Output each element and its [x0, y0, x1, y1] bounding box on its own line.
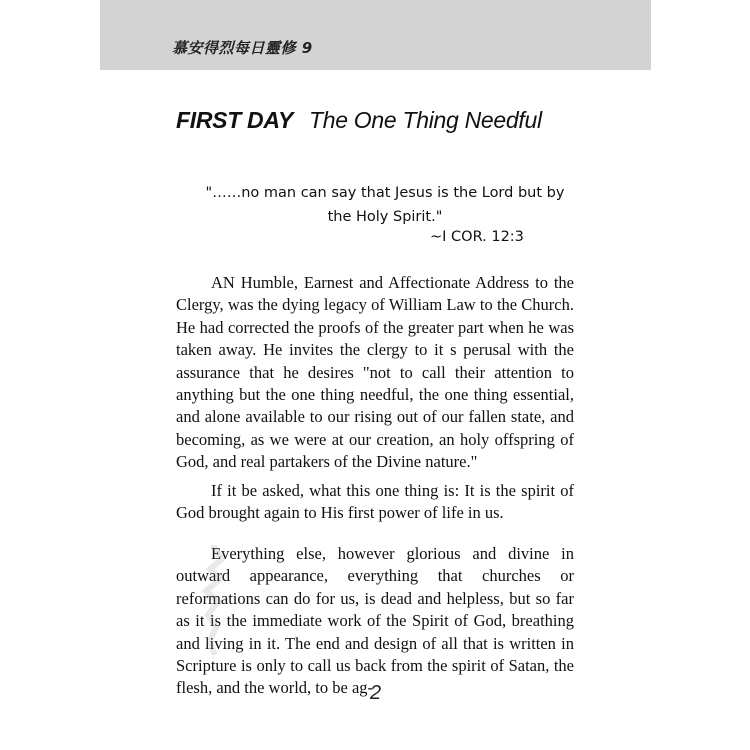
body-paragraph-2: If it be asked, what this one thing is: It is the spirit of God brought again to His first power of life in us. [176, 481, 574, 523]
body-paragraph-3: Everything else, however glorious and divine in outward appearance, everything that churches or reformations can do for us, is dead and helpless, but so far as it is the immediate work of the Spirit of God, breathing and living in it. The end and design of all that is written in Scripture is only to call us back from the spirit of Satan, the flesh, and the world, to be ag- [176, 544, 574, 698]
chapter-day: FIRST DAY [176, 107, 293, 133]
header-band [100, 0, 651, 70]
chapter-subtitle: The One Thing Needful [308, 107, 542, 133]
body-paragraph-1: AN Humble, Earnest and Affectionate Address to the Clergy, was the dying legacy of William Law to the Church. He had corrected the proofs of the greater part when he was taken away. He invites the clergy to it s perusal with the assurance that he desires "not to call their attention to anything but the one thing needful, the one thing essential, and alone available to our rising out of our fallen state, and becoming, as we were at our creation, an holy offspring of God, and real partakers of the Divine nature." [176, 273, 574, 472]
page-number: 2 [369, 682, 382, 704]
book-page [100, 0, 651, 750]
epigraph-quote: "……no man can say that Jesus is the Lord but by the Holy Spirit." [205, 185, 565, 225]
running-head: 慕安得烈每日靈修 9 [172, 39, 313, 57]
chapter-title [176, 107, 542, 134]
epigraph-reference: ~I COR. 12:3 [430, 229, 524, 245]
faded-watermark-mark [196, 545, 232, 655]
